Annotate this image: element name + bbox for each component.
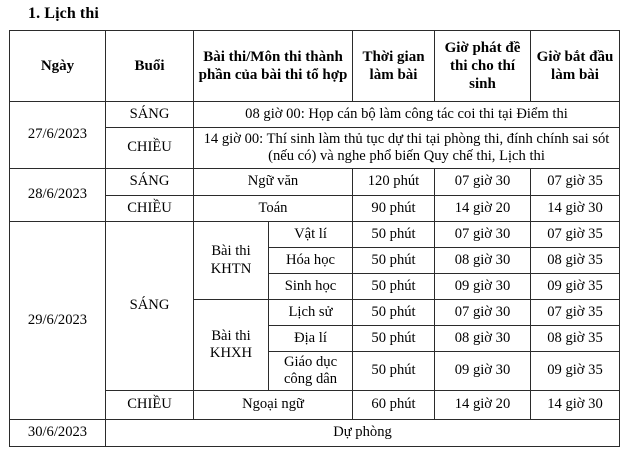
duration-cell: 50 phút [353, 352, 435, 391]
column-header-bai-thi: Bài thi/Môn thi thành phần của bài thi tổ hợp [194, 31, 353, 102]
column-header-ngay: Ngày [10, 31, 106, 102]
duration-cell: 50 phút [353, 300, 435, 326]
schedule-table-container [9, 30, 619, 447]
column-header-buoi: Buổi [106, 31, 194, 102]
start-time-cell: 09 giờ 35 [531, 274, 620, 300]
duration-cell: 60 phút [353, 391, 435, 420]
date-cell: 29/6/2023 [10, 222, 106, 420]
start-time-cell: 09 giờ 35 [531, 352, 620, 391]
handout-time-cell: 14 giờ 20 [435, 391, 531, 420]
subject-cell: Sinh học [269, 274, 353, 300]
subject-cell: Địa lí [269, 326, 353, 352]
column-header-gio-phat-de: Giờ phát đề thi cho thí sinh [435, 31, 531, 102]
handout-time-cell: 09 giờ 30 [435, 274, 531, 300]
subject-cell: Hóa học [269, 248, 353, 274]
duration-cell: 50 phút [353, 326, 435, 352]
start-time-cell: 08 giờ 35 [531, 248, 620, 274]
start-time-cell: 08 giờ 35 [531, 326, 620, 352]
duration-cell: 50 phút [353, 248, 435, 274]
date-cell: 28/6/2023 [10, 169, 106, 222]
page-title: 1. Lịch thi [28, 5, 99, 22]
start-time-cell: 14 giờ 30 [531, 391, 620, 420]
session-note: 14 giờ 00: Thí sinh làm thủ tục dự thi tại phòng thi, đính chính sai sót (nếu có) và nghe phổ biến Quy chế thi, Lịch thi [194, 128, 620, 169]
session-note: Dự phòng [106, 420, 620, 447]
table-row [10, 222, 620, 248]
duration-cell: 120 phút [353, 169, 435, 196]
start-time-cell: 14 giờ 30 [531, 196, 620, 222]
handout-time-cell: 07 giờ 30 [435, 222, 531, 248]
subject-cell: Toán [194, 196, 353, 222]
table-row [10, 169, 620, 196]
start-time-cell: 07 giờ 35 [531, 222, 620, 248]
column-header-thoi-gian: Thời gian làm bài [353, 31, 435, 102]
handout-time-cell: 08 giờ 30 [435, 326, 531, 352]
handout-time-cell: 07 giờ 30 [435, 300, 531, 326]
table-row [10, 102, 620, 128]
table-header-row [10, 31, 620, 102]
session-cell: SÁNG [106, 102, 194, 128]
date-cell: 27/6/2023 [10, 102, 106, 169]
subject-cell: Ngữ văn [194, 169, 353, 196]
handout-time-cell: 08 giờ 30 [435, 248, 531, 274]
duration-cell: 50 phút [353, 274, 435, 300]
subject-cell: Giáo dục công dân [269, 352, 353, 391]
date-cell: 30/6/2023 [10, 420, 106, 447]
duration-cell: 90 phút [353, 196, 435, 222]
session-cell: CHIỀU [106, 391, 194, 420]
subject-cell: Lịch sử [269, 300, 353, 326]
handout-time-cell: 07 giờ 30 [435, 169, 531, 196]
handout-time-cell: 14 giờ 20 [435, 196, 531, 222]
handout-time-cell: 09 giờ 30 [435, 352, 531, 391]
column-header-gio-bat-dau: Giờ bắt đầu làm bài [531, 31, 620, 102]
session-cell: SÁNG [106, 222, 194, 391]
session-cell: CHIỀU [106, 196, 194, 222]
subject-cell: Vật lí [269, 222, 353, 248]
exam-group-cell: Bài thi KHXH [194, 300, 269, 391]
table-header [10, 31, 620, 102]
session-cell: SÁNG [106, 169, 194, 196]
exam-group-cell: Bài thi KHTN [194, 222, 269, 300]
session-cell: CHIỀU [106, 128, 194, 169]
table-row [10, 420, 620, 447]
table-body [10, 102, 620, 447]
start-time-cell: 07 giờ 35 [531, 300, 620, 326]
duration-cell: 50 phút [353, 222, 435, 248]
start-time-cell: 07 giờ 35 [531, 169, 620, 196]
subject-cell: Ngoại ngữ [194, 391, 353, 420]
session-note: 08 giờ 00: Họp cán bộ làm công tác coi thi tại Điểm thi [194, 102, 620, 128]
exam-schedule-table [9, 30, 620, 447]
